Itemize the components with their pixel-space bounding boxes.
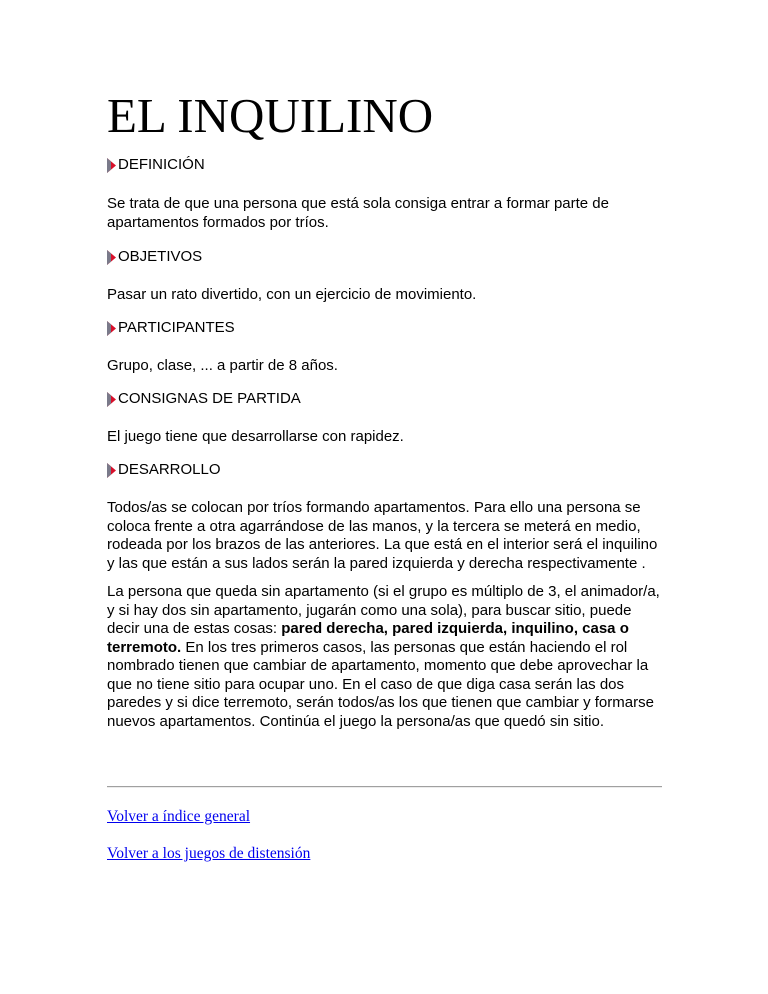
red-arrow-bullet-icon — [107, 157, 117, 174]
section-heading-desarrollo — [107, 460, 221, 480]
red-arrow-bullet-icon — [107, 462, 117, 479]
section-heading-objetivos — [107, 247, 202, 267]
section-heading-label: DEFINICIÓN — [118, 156, 205, 173]
section-heading-definicion — [107, 155, 205, 175]
horizontal-divider — [107, 786, 662, 788]
bold-text-run: pared derecha, pared izquierda, inquilino, casa o terremoto. — [107, 620, 629, 656]
section-heading-label: DESARROLLO — [118, 461, 221, 478]
link-volver-indice-general[interactable]: Volver a índice general — [107, 808, 251, 825]
text-run: La persona que queda sin apartamento (si el grupo es múltiplo de 3, el animador/a, y si hay dos sin apartamento, jugarán como una sola), para buscar sitio, puede decir una de estas cosas: — [107, 583, 660, 637]
section-heading-label: PARTICIPANTES — [118, 319, 235, 336]
section-text-participantes: Grupo, clase, ... a partir de 8 años. — [107, 357, 338, 374]
section-heading-consignas — [107, 389, 301, 409]
section-text-consignas: El juego tiene que desarrollarse con rapidez. — [107, 428, 404, 445]
section-text-desarrollo-2 — [107, 583, 663, 731]
red-arrow-bullet-icon — [107, 391, 117, 408]
section-heading-label: CONSIGNAS DE PARTIDA — [118, 390, 301, 407]
section-text-objetivos: Pasar un rato divertido, con un ejercicio de movimiento. — [107, 286, 477, 303]
red-arrow-bullet-icon — [107, 320, 117, 337]
page-title: EL INQUILINO — [107, 88, 434, 143]
section-text-desarrollo: Todos/as se colocan por tríos formando apartamentos. Para ello una persona se coloca frente a otra agarrándose de las manos, y la tercera se meterá en medio, rodeada por los brazos de las anteriores. La que está en el interior será el inquilino y las que están a sus lados serán la pared izquierda y derecha respectivamente . — [107, 499, 658, 572]
link-volver-juegos-distension[interactable]: Volver a los juegos de distensión — [107, 845, 311, 862]
section-heading-participantes — [107, 318, 235, 338]
red-arrow-bullet-icon — [107, 249, 117, 266]
section-heading-label: OBJETIVOS — [118, 248, 203, 265]
text-run: En los tres primeros casos, las personas que están haciendo el rol nombrado tienen que cambiar de apartamento, momento que debe aprovechar la que no tiene sitio para ocupar uno. En el caso de que diga casa serán las dos paredes y si dice terremoto, serán todos/as los que tienen que cambiar y formarse nuevos apartamentos. Continúa el juego la persona/as que quedó sin sitio. — [107, 638, 654, 730]
section-text-definicion: Se trata de que una persona que está sola consiga entrar a formar parte de apartamentos formados por tríos. — [107, 195, 609, 231]
